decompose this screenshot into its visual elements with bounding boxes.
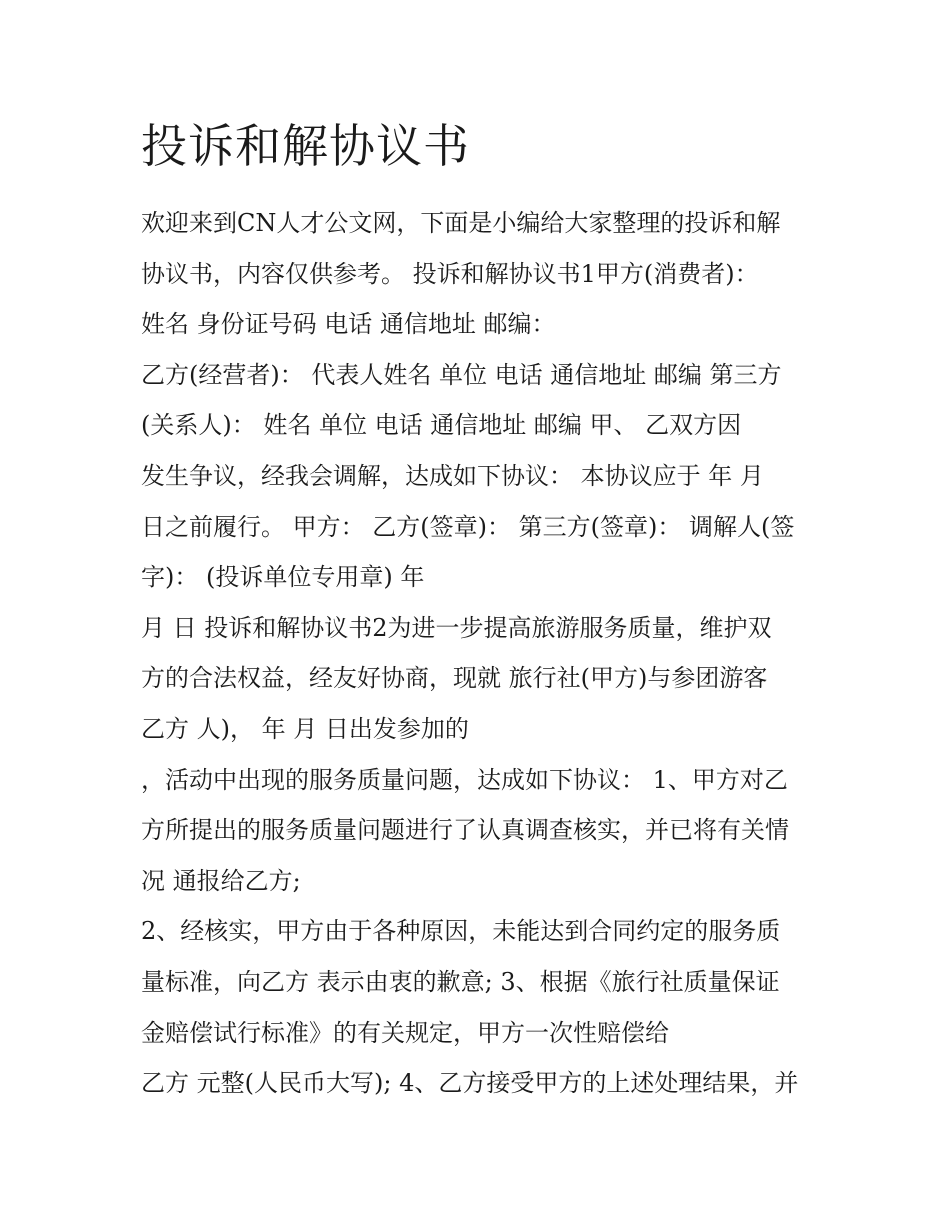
body-line: 日之前履行。 甲方： 乙方(签章)： 第三方(签章)： 调解人(签 <box>141 512 795 541</box>
body-line: 量标准，向乙方 表示由衷的歉意; 3、根据《旅行社质量保证 <box>141 967 780 996</box>
body-line: ，活动中出现的服务质量问题，达成如下协议： 1、甲方对乙 <box>141 765 788 794</box>
body-line: 协议书，内容仅供参考。 投诉和解协议书1甲方(消费者)： <box>141 259 759 288</box>
body-line: 2、经核实，甲方由于各种原因，未能达到合同约定的服务质 <box>141 917 781 946</box>
body-line: 月 日 投诉和解协议书2为进一步提高旅游服务质量，维护双 <box>141 613 772 642</box>
body-line: 金赔偿试行标准》的有关规定，甲方一次性赔偿给 <box>141 1018 669 1047</box>
body-line: 乙方 人)， 年 月 日出发参加的 <box>141 714 469 743</box>
document-title: 投诉和解协议书 <box>141 119 470 173</box>
document-body <box>141 198 831 1109</box>
body-line: 方的合法权益，经友好协商，现就 旅行社(甲方)与参团游客 <box>141 664 768 693</box>
body-line: 况 通报给乙方; <box>141 866 301 895</box>
body-line: 方所提出的服务质量问题进行了认真调查核实，并已将有关情 <box>141 816 789 845</box>
body-line: 发生争议，经我会调解，达成如下协议： 本协议应于 年 月 <box>141 461 764 490</box>
body-line: (关系人)： 姓名 单位 电话 通信地址 邮编 甲、 乙双方因 <box>141 411 742 440</box>
body-line: 乙方 元整(人民币大写); 4、乙方接受甲方的上述处理结果，并 <box>141 1069 799 1098</box>
body-line: 字)： (投诉单位专用章) 年 <box>141 563 425 592</box>
body-line: 姓名 身份证号码 电话 通信地址 邮编： <box>141 310 556 339</box>
body-line: 乙方(经营者)： 代表人姓名 单位 电话 通信地址 邮编 第三方 <box>141 360 782 389</box>
body-line: 欢迎来到CN人才公文网，下面是小编给大家整理的投诉和解 <box>141 209 781 237</box>
